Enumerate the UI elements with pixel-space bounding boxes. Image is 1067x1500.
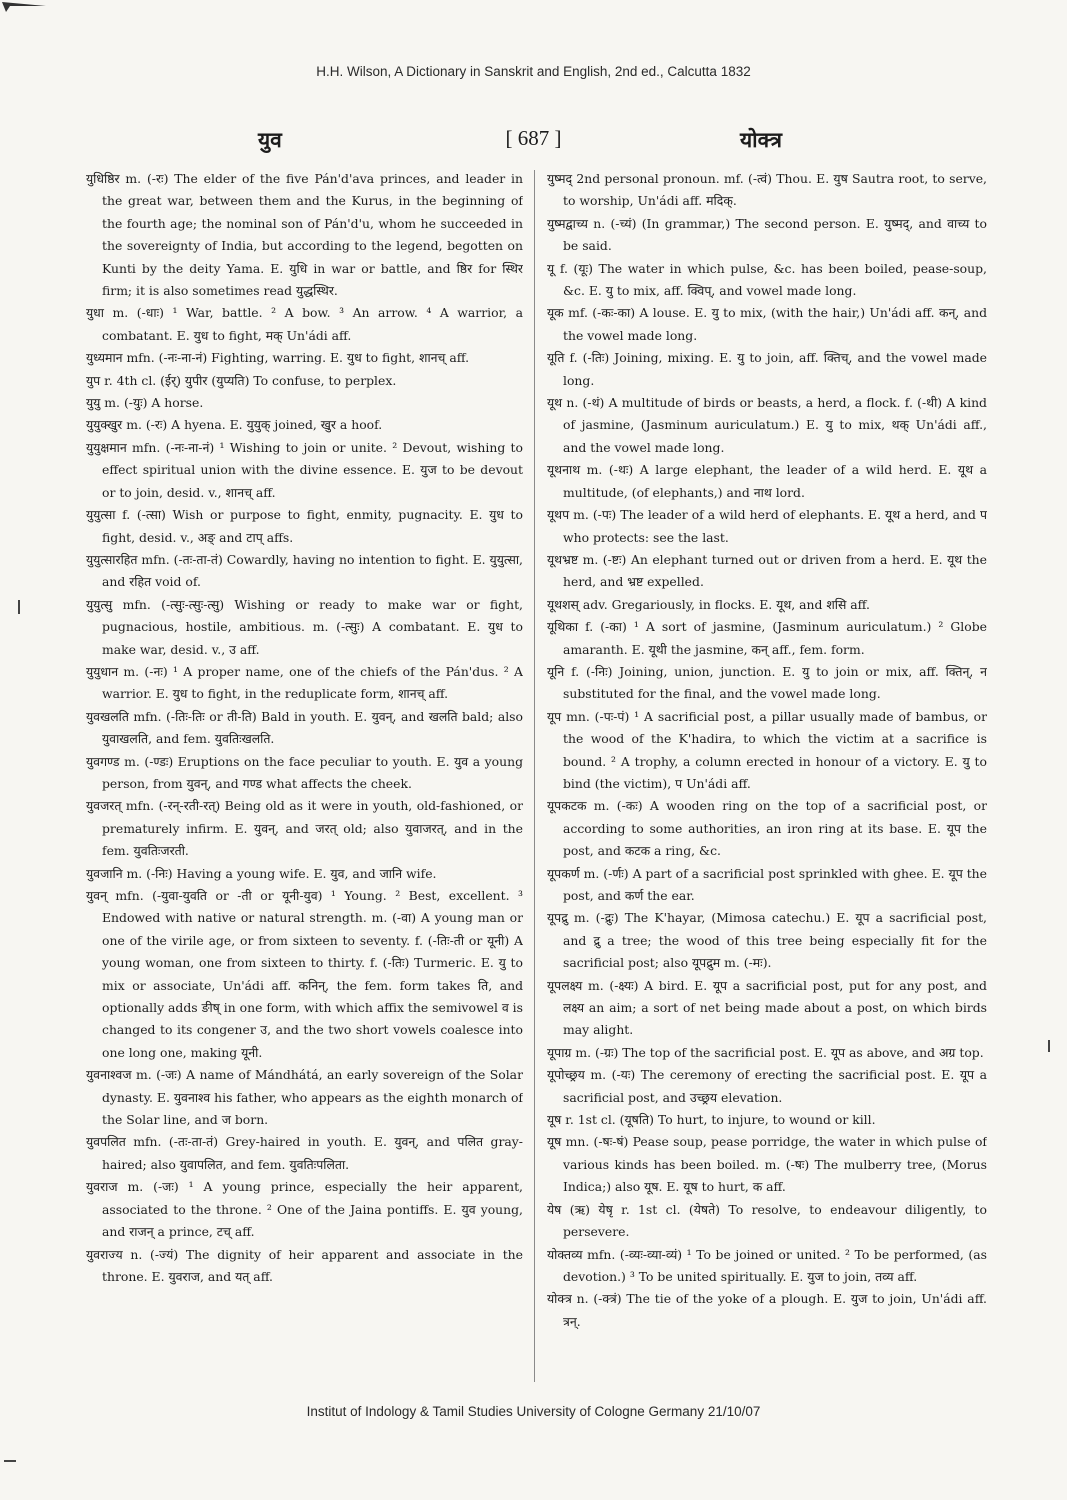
dictionary-entry: यूष r. 1st cl. (यूषति) To hurt, to injure, to wound or kill. xyxy=(547,1112,876,1128)
dictionary-entry: युवखलति mfn. (-तिः-तिः or ती-ति) Bald in youth. E. युवन्, and खलति bald; also युवाखलति, and fem. युवतिःखलति. xyxy=(86,708,523,747)
dictionary-entry: यूपाग्र m. (-ग्रः) The top of the sacrificial post. E. यूप as above, and अग्र top. xyxy=(547,1044,984,1060)
dictionary-entry: युवराज्य n. (-ज्यं) The dignity of heir apparent and associate in the throne. E. युवराज, and यत् aff. xyxy=(86,1246,523,1284)
dictionary-entry: युवजानि m. (-निः) Having a young wife. E. युव, and जानि wife. xyxy=(86,865,437,881)
dictionary-entry: यूनि f. (-निः) Joining, union, junction. E. यु to join or mix, aff. क्तिन्, न substituted for the final, and the vowel made long. xyxy=(547,663,987,702)
dictionary-entry: यूक mf. (-कः-का) A louse. E. यु to mix, (with the hair,) Un'ádi aff. कन्, and the vowel made long. xyxy=(547,305,987,343)
dictionary-entry: यूथप m. (-पः) The leader of a wild herd of elephants. E. यूथ a herd, and प who protects: see the last. xyxy=(547,507,987,545)
dictionary-entry: यूथनाथ m. (-थः) A large elephant, the leader of a wild herd. E. यूथ a multitude, (of elephants,) and नाथ lord. xyxy=(547,462,987,500)
dictionary-entry: युवनाश्वज m. (-जः) A name of Mándhátá, an early sovereign of the Solar dynasty. E. युवनाश्व his father, who appears as the eighth monarch of the Solar line, and ज born. xyxy=(86,1067,523,1128)
dictionary-entry: यूपकटक m. (-कः) A wooden ring on the top of a sacrificial post, or according to some authorities, an iron ring at its base. E. यूप the post, and कटक a ring, &c. xyxy=(547,798,987,859)
dictionary-entry: युवजरत् mfn. (-रन्-रती-रत्) Being old as it were in youth, old-fashioned, or prematurely infirm. E. युवन्, and जरत् old; also युवाजरत्, and in the fem. युवतिःजरती. xyxy=(86,798,523,859)
dictionary-entry: युध्यमान mfn. (-नः-ना-नं) Fighting, warring. E. युध to fight, शानच् aff. xyxy=(86,350,470,366)
source-header: H.H. Wilson, A Dictionary in Sanskrit and English, 2nd ed., Calcutta 1832 xyxy=(316,64,751,79)
dictionary-entry: योक्त्र n. (-क्त्रं) The tie of the yoke of a plough. E. युज to join, Un'ádi aff. त्रन्. xyxy=(547,1291,987,1329)
dictionary-entry: युवन् mfn. (-युवा-युवति or -ती or यूनी-युव) ¹ Young. ² Best, excellent. ³ Endowed with native or natural strength. m. (-वा) A young man or one of the virile age, or from sixteen to seventy. f. (-तिः-ती or यूनी) A young woman, one from sixteen to thirty. f. (-तिः) Turmeric. E. यु to mix or associate, Un'ádi aff. कनिन्, the fem. form takes ति, and optionally adds ङीष् in one form, with which affix the semivowel व is changed to its congener उ, and the two short vowels coalesce into one long one, making यूनी. xyxy=(86,888,523,1060)
dictionary-entry: युयुक्षमान mfn. (-नः-ना-नं) ¹ Wishing to join or unite. ² Devout, wishing to effect spiritual union with the divine essence. E. युज to be devout or to join, desid. v., शानच् aff. xyxy=(86,439,523,500)
dictionary-entry: युयुत्सारहित mfn. (-तः-ता-तं) Cowardly, having no intention to fight. E. युयुत्सा, and रहित void of. xyxy=(86,551,523,590)
scan-edge-mark xyxy=(4,1460,16,1462)
footer-credit: Institut of Indology & Tamil Studies University of Cologne Germany 21/10/07 xyxy=(306,1404,761,1419)
dictionary-entry: यूपद्रु m. (-द्रुः) The K'hayar, (Mimosa catechu.) E. यूप a sacrificial post, and द्रु a tree; the wood of this tree being especially fit for the sacrificial post; also यूपद्रुम m. (-मः). xyxy=(547,910,987,971)
column-divider xyxy=(534,170,535,1382)
headword-left: युव xyxy=(258,127,282,152)
scan-edge-mark xyxy=(1048,1040,1050,1052)
dictionary-entry: यू f. (यूः) The water in which pulse, &c. has been boiled, pease-soup, &c. E. यु to mix, aff. क्विप्, and vowel made long. xyxy=(547,260,987,299)
dictionary-entry: यूपलक्ष्य m. (-क्ष्यः) A bird. E. यूप a sacrificial post, put for any post, and लक्ष्य an aim; a sort of net being made about a post, on which birds may alight. xyxy=(547,977,987,1038)
dictionary-entry: यूथिका f. (-का) ¹ A sort of jasmine, (Jasminum auriculatum.) ² Globe amaranth. E. यूथी the jasmine, कन् aff., fem. form. xyxy=(547,619,987,657)
dictionary-entry: यूष mn. (-षः-षं) Pease soup, pease porridge, the water in which pulse of various kinds has been boiled. m. (-षः) The mulberry tree, (Morus Indica;) also यूष. E. यूष to hurt, क aff. xyxy=(547,1134,987,1195)
dictionary-entry: यूपोच्छ्रय m. (-यः) The ceremony of erecting the sacrificial post. E. यूप a sacrificial post, and उच्छ्रय elevation. xyxy=(547,1067,987,1105)
dictionary-entry: युवगण्ड m. (-ण्डः) Eruptions on the face peculiar to youth. E. युव a young person, from युवन्, and गण्ड what affects the cheek. xyxy=(86,753,523,791)
dictionary-entry: यूथभ्रष्ट m. (-ष्टः) An elephant turned out or driven from a herd. E. यूथ the herd, and भ्रष्ट expelled. xyxy=(547,551,987,590)
dictionary-entry: यूथ n. (-थं) A multitude of birds or beasts, a herd, a flock. f. (-थी) A kind of jasmine, (Jasminum auriculatum.) E. यु to mix, थक् Un'ádi aff., and the vowel made long. xyxy=(547,395,987,455)
dictionary-entry: युष्मद् 2nd personal pronoun. mf. (-त्वं) Thou. E. युष Sautra root, to serve, to worship, Un'ádi aff. मदिक्. xyxy=(547,171,987,209)
dictionary-entry: यूति f. (-तिः) Joining, mixing. E. यु to join, aff. क्तिच्, and the vowel made long. xyxy=(547,350,987,388)
headword-right: योक्त्र xyxy=(740,127,782,152)
dictionary-entry: युवपलित mfn. (-तः-ता-तं) Grey-haired in youth. E. युवन्, and पलित gray-haired; also युवापलित, and fem. युवतिःपलिता. xyxy=(86,1134,523,1172)
scan-edge-mark xyxy=(18,600,20,614)
dictionary-entry: युधिष्ठिर m. (-रः) The elder of the five Pán'd'ava princes, and leader in the great war, between them and the Kurus, in the beginning of the fourth age; the nominal son of Pán'd'u, whom he succeeded in the sovereignty of India, but according to the legend, begotten on Kunti by the deity Yama. E. युधि in war or battle, and ष्ठिर for स्थिर firm; it is also sometimes read युद्धस्थिर. xyxy=(86,171,523,299)
dictionary-entry: योक्तव्य mfn. (-व्यः-व्या-व्यं) ¹ To be joined or united. ² To be performed, (as devotion.) ³ To be united spiritually. E. युज to join, तव्य aff. xyxy=(547,1246,987,1284)
dictionary-entry: युप r. 4th cl. (ईर्) युपीर (युप्यति) To confuse, to perplex. xyxy=(86,372,397,388)
dictionary-entry: येष (ऋ) येषृ r. 1st cl. (येषते) To resolve, to endeavour diligently, to persevere. xyxy=(547,1201,987,1240)
dictionary-entry: यूप mn. (-पः-पं) ¹ A sacrificial post, a pillar usually made of bambus, or the wood of the K'hadira, to which the victim at a sacrifice is bound. ² A trophy, a column erected in honour of a victory. E. यु to bind (the victim), प Un'ádi aff. xyxy=(547,708,987,791)
dictionary-entry: यूपकर्ण m. (-र्णः) A part of a sacrificial post sprinkled with ghee. E. यूप the post, and कर्ण the ear. xyxy=(547,865,987,903)
corner-scan-mark xyxy=(0,0,48,14)
dictionary-entry: युष्मद्वाच्य n. (-च्यं) (In grammar,) The second person. E. युष्मद्, and वाच्य to be said. xyxy=(547,215,987,254)
page-header xyxy=(0,126,1067,160)
dictionary-entry: युयुधान m. (-नः) ¹ A proper name, one of the chiefs of the Pán'dus. ² A warrior. E. युध to fight, in the reduplicate form, शानच् aff. xyxy=(86,663,523,702)
dictionary-entry: यूथशस् adv. Gregariously, in flocks. E. यूथ, and शसि aff. xyxy=(547,596,870,612)
left-column xyxy=(86,168,523,1368)
right-column xyxy=(547,168,987,1368)
dictionary-entry: युधा m. (-धाः) ¹ War, battle. ² A bow. ³ An arrow. ⁴ A warrior, a combatant. E. युध to fight, मक् Un'ádi aff. xyxy=(86,305,523,343)
page-number: [ 687 ] xyxy=(505,126,562,150)
dictionary-entry: युवराज m. (-जः) ¹ A young prince, especially the heir apparent, associated to the throne. ² One of the Jaina pontiffs. E. युव young, and राजन् a prince, टच् aff. xyxy=(86,1179,523,1240)
dictionary-entry: युयुत्सा f. (-त्सा) Wish or purpose to fight, enmity, pugnacity. E. युध to fight, desid. v., अङ् and टाप् affs. xyxy=(86,507,523,545)
dictionary-entry: युयुक्खुर m. (-रः) A hyena. E. युयुक् joined, खुर a hoof. xyxy=(86,417,383,433)
dictionary-entry: युयु m. (-युः) A horse. xyxy=(86,395,204,411)
dictionary-entry: युयुत्सु mfn. (-त्सुः-त्सुः-त्सु) Wishing or ready to make war or fight, pugnacious, hostile, ambitious. m. (-त्सुः) A combatant. E. युध to make war, desid. v., उ aff. xyxy=(86,596,523,657)
